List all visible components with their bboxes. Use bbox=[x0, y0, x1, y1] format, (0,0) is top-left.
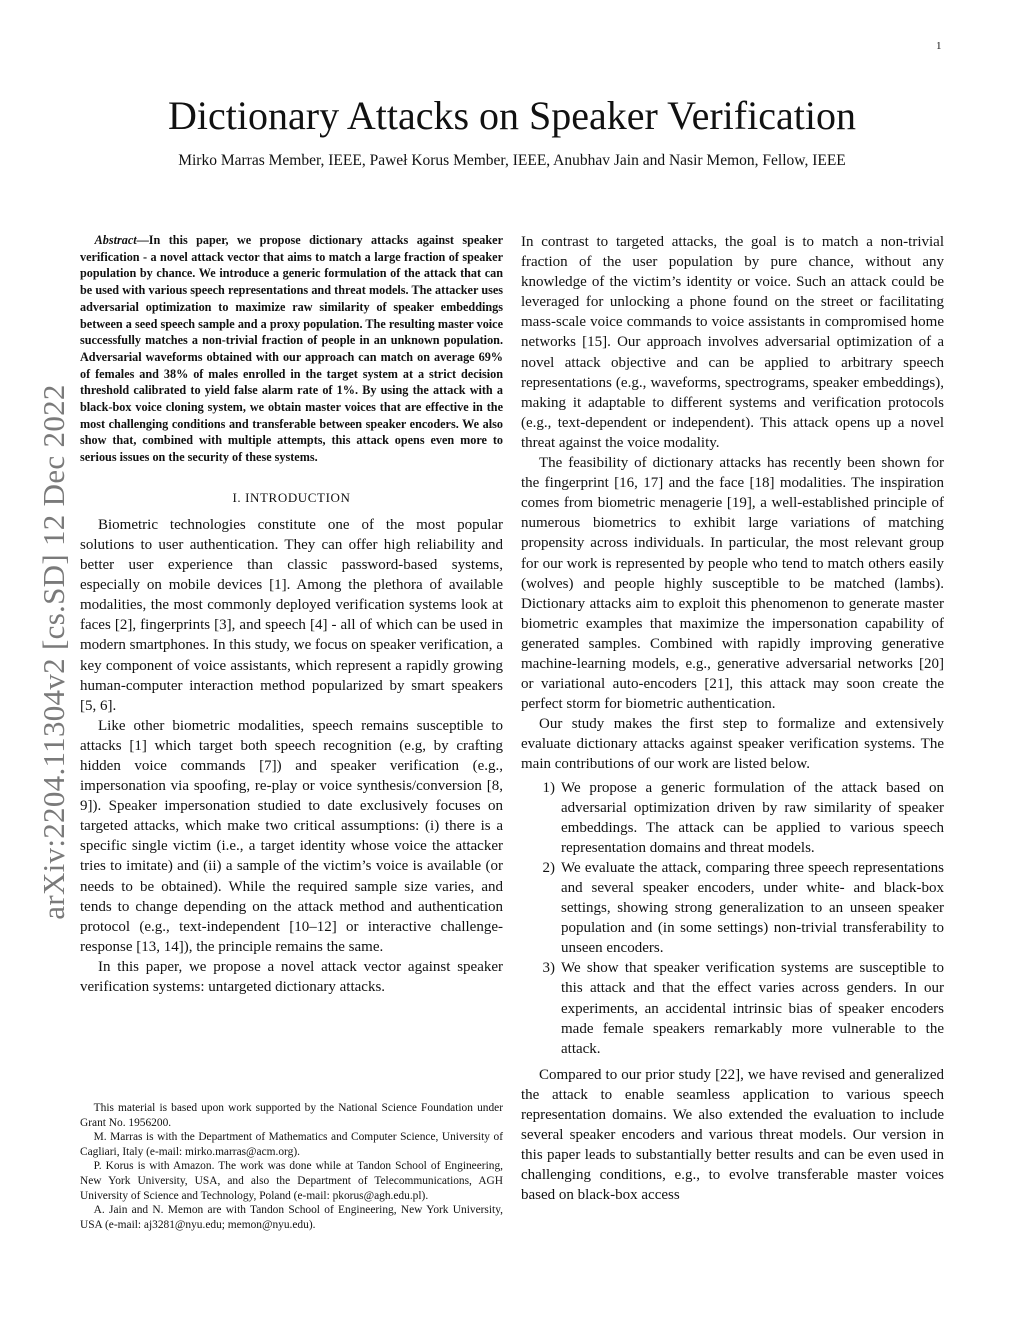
paper-title: Dictionary Attacks on Speaker Verification bbox=[168, 93, 856, 138]
intro-paragraph-3: In this paper, we propose a novel attack vector against speaker verification systems: untargeted dictionary attacks. bbox=[80, 958, 503, 995]
left-column bbox=[80, 232, 503, 997]
list-item bbox=[521, 958, 944, 1058]
section-heading-introduction: I. INTRODUCTION bbox=[232, 489, 351, 505]
list-item bbox=[521, 778, 944, 858]
list-item bbox=[521, 858, 944, 958]
page-number: 1 bbox=[936, 40, 942, 52]
footnotes bbox=[80, 1101, 503, 1232]
right-paragraph-2: The feasibility of dictionary attacks has recently been shown for the fingerprint [16, 17] and the face [18] modalities. The inspiration comes from biometric menagerie [19], a well-established principle of numerous biometrics to exhibit large variations of matching propensity across individuals. In particular, the most relevant group for our work is represented by people who tend to match others easily (wolves) and people highly susceptible to be matched (lambs). Dictionary attacks aim to exploit this phenomenon to generate master biometric examples that maximize the impersonation capability of generated samples. Combined with rapidly improving generative machine-learning models, e.g., generative adversarial networks [20] or variational auto-encoders [21], this attack may soon create the perfect storm for biometric authentication. bbox=[521, 455, 944, 713]
footnote-funding: This material is based upon work supported by the National Science Foundation under Grant No. 1956200. bbox=[80, 1102, 503, 1129]
list-item-number: 3) bbox=[542, 960, 555, 977]
abstract-label: Abstract bbox=[94, 233, 137, 247]
right-paragraph-3: Our study makes the first step to formalize and extensively evaluate dictionary attacks against speaker verification systems. The main contributions of our work are listed below. bbox=[521, 716, 944, 773]
list-item-text: We propose a generic formulation of the attack based on adversarial optimization driven by raw similarity of speaker embeddings. The attack can be applied to various speech representation domains and threat models. bbox=[561, 779, 944, 856]
list-item-text: We show that speaker verification systems are susceptible to this attack and that the effect varies across genders. In our experiments, an accidental intrinsic bias of speaker encoders made female speakers remarkably more vulnerable to the attack. bbox=[561, 960, 944, 1057]
intro-paragraph-1: Biometric technologies constitute one of the most popular solutions to user authentication. They can offer high reliability and better user experience than classic password-based systems, especially on mobile devices [1]. Among the plethora of available modalities, the most commonly deployed verification systems look at faces [2], fingerprints [3], and speech [4] - all of which can be used in modern smartphones. In this study, we focus on speaker verification, a key component of voice assistants, which represent a rapidly growing human-computer interaction method popularized by smart speakers [5, 6]. bbox=[80, 516, 503, 714]
intro-paragraph-2: Like other biometric modalities, speech remains susceptible to attacks [1] which target both speech recognition (e.g, by crafting hidden voice commands [7]) and speaker verification (e.g., impersonation via spoofing, re-play or voice synthesis/conversion [8, 9]). Speaker impersonation studied to date exclusively focuses on targeted attacks, which make two critical assumptions: (i) there is a specific single victim (i.e., a target identity whose voice the attacker tries to imitate) and (ii) a sample of the victim’s voice is available (or needs to be obtained). While the required sample size varies, and tends to change depending on the attack method and authentication protocol (e.g., text-independent [10–12] or interactive challenge-response [13, 14]), the principle remains the same. bbox=[80, 717, 503, 955]
arxiv-identifier: arXiv:2204.11304v2 [cs.SD] 12 Dec 2022 bbox=[36, 384, 71, 920]
abstract bbox=[80, 232, 503, 466]
footnote-marras: M. Marras is with the Department of Mathematics and Computer Science, University of Cagliari, Italy (e-mail: mirko.marras@acm.org). bbox=[80, 1131, 503, 1158]
right-column bbox=[521, 232, 944, 1206]
list-item-text: We evaluate the attack, comparing three speech representations and several speaker encoders, under white- and black-box settings, showing strong generalization to an unseen speaker population and (in some settings) non-trivial transferability to unseen encoders. bbox=[561, 859, 944, 957]
right-paragraph-1: In contrast to targeted attacks, the goal is to match a non-trivial fraction of the user population by pure chance, without any knowledge of the victim’s identity or voice. Such an attack could be leveraged for unlocking a phone found on the street or facilitating mass-scale voice commands to voice assistants in compromised home networks [15]. Our approach involves adversarial optimization of a novel attack objective and can be applied to arbitrary speech representations (e.g., waveforms, spectrograms, speaker embeddings), making it adaptable to different systems and verification protocols (e.g., text-dependent or independent). This attack opens up a novel threat against the voice modality. bbox=[521, 234, 944, 451]
abstract-text: —In this paper, we propose dictionary attacks against speaker verification - a novel attack vector that aims to match a large fraction of speaker population by chance. We introduce a generic formulation of the attack that can be used with various speech representations and threat models. The attacker uses adversarial optimization to maximize raw similarity of speaker embeddings between a seed speech sample and a proxy population. The resulting master voice successfully matches a non-trivial fraction of people in an unknown population. Adversarial waveforms obtained with our approach can match on average 69% of females and 38% of males enrolled in the target system at a strict decision threshold calibrated to yield false alarm rate of 1%. By using the attack with a black-box voice cloning system, we obtain master voices that are effective in the most challenging conditions and transferable between speaker encoders. We also show that, combined with multiple attempts, this attack opens even more to serious issues on the security of these systems. bbox=[80, 233, 503, 465]
list-item-number: 2) bbox=[542, 859, 555, 876]
contributions-list bbox=[521, 778, 944, 1059]
footnote-jain-memon: A. Jain and N. Memon are with Tandon School of Engineering, New York University, USA (e-mail: aj3281@nyu.edu; memon@nyu.edu). bbox=[80, 1204, 503, 1231]
author-list: Mirko Marras Member, IEEE, Paweł Korus Member, IEEE, Anubhav Jain and Nasir Memon, Fellow, IEEE bbox=[178, 152, 846, 169]
right-paragraph-closing: Compared to our prior study [22], we have revised and generalized the attack to enable seamless application to various speech representation domains. We also extended the evaluation to include several speaker encoders and various threat models. Our version in this paper leads to substantially better results and can be even used in challenging conditions, e.g., to evolve transferable master voices based on black-box access bbox=[521, 1066, 944, 1204]
list-item-number: 1) bbox=[542, 779, 555, 796]
footnote-korus: P. Korus is with Amazon. The work was done while at Tandon School of Engineering, New York University, USA, and also the Department of Telecommunications, AGH University of Science and Technology, Poland (e-mail: pkorus@agh.edu.pl). bbox=[80, 1160, 503, 1202]
